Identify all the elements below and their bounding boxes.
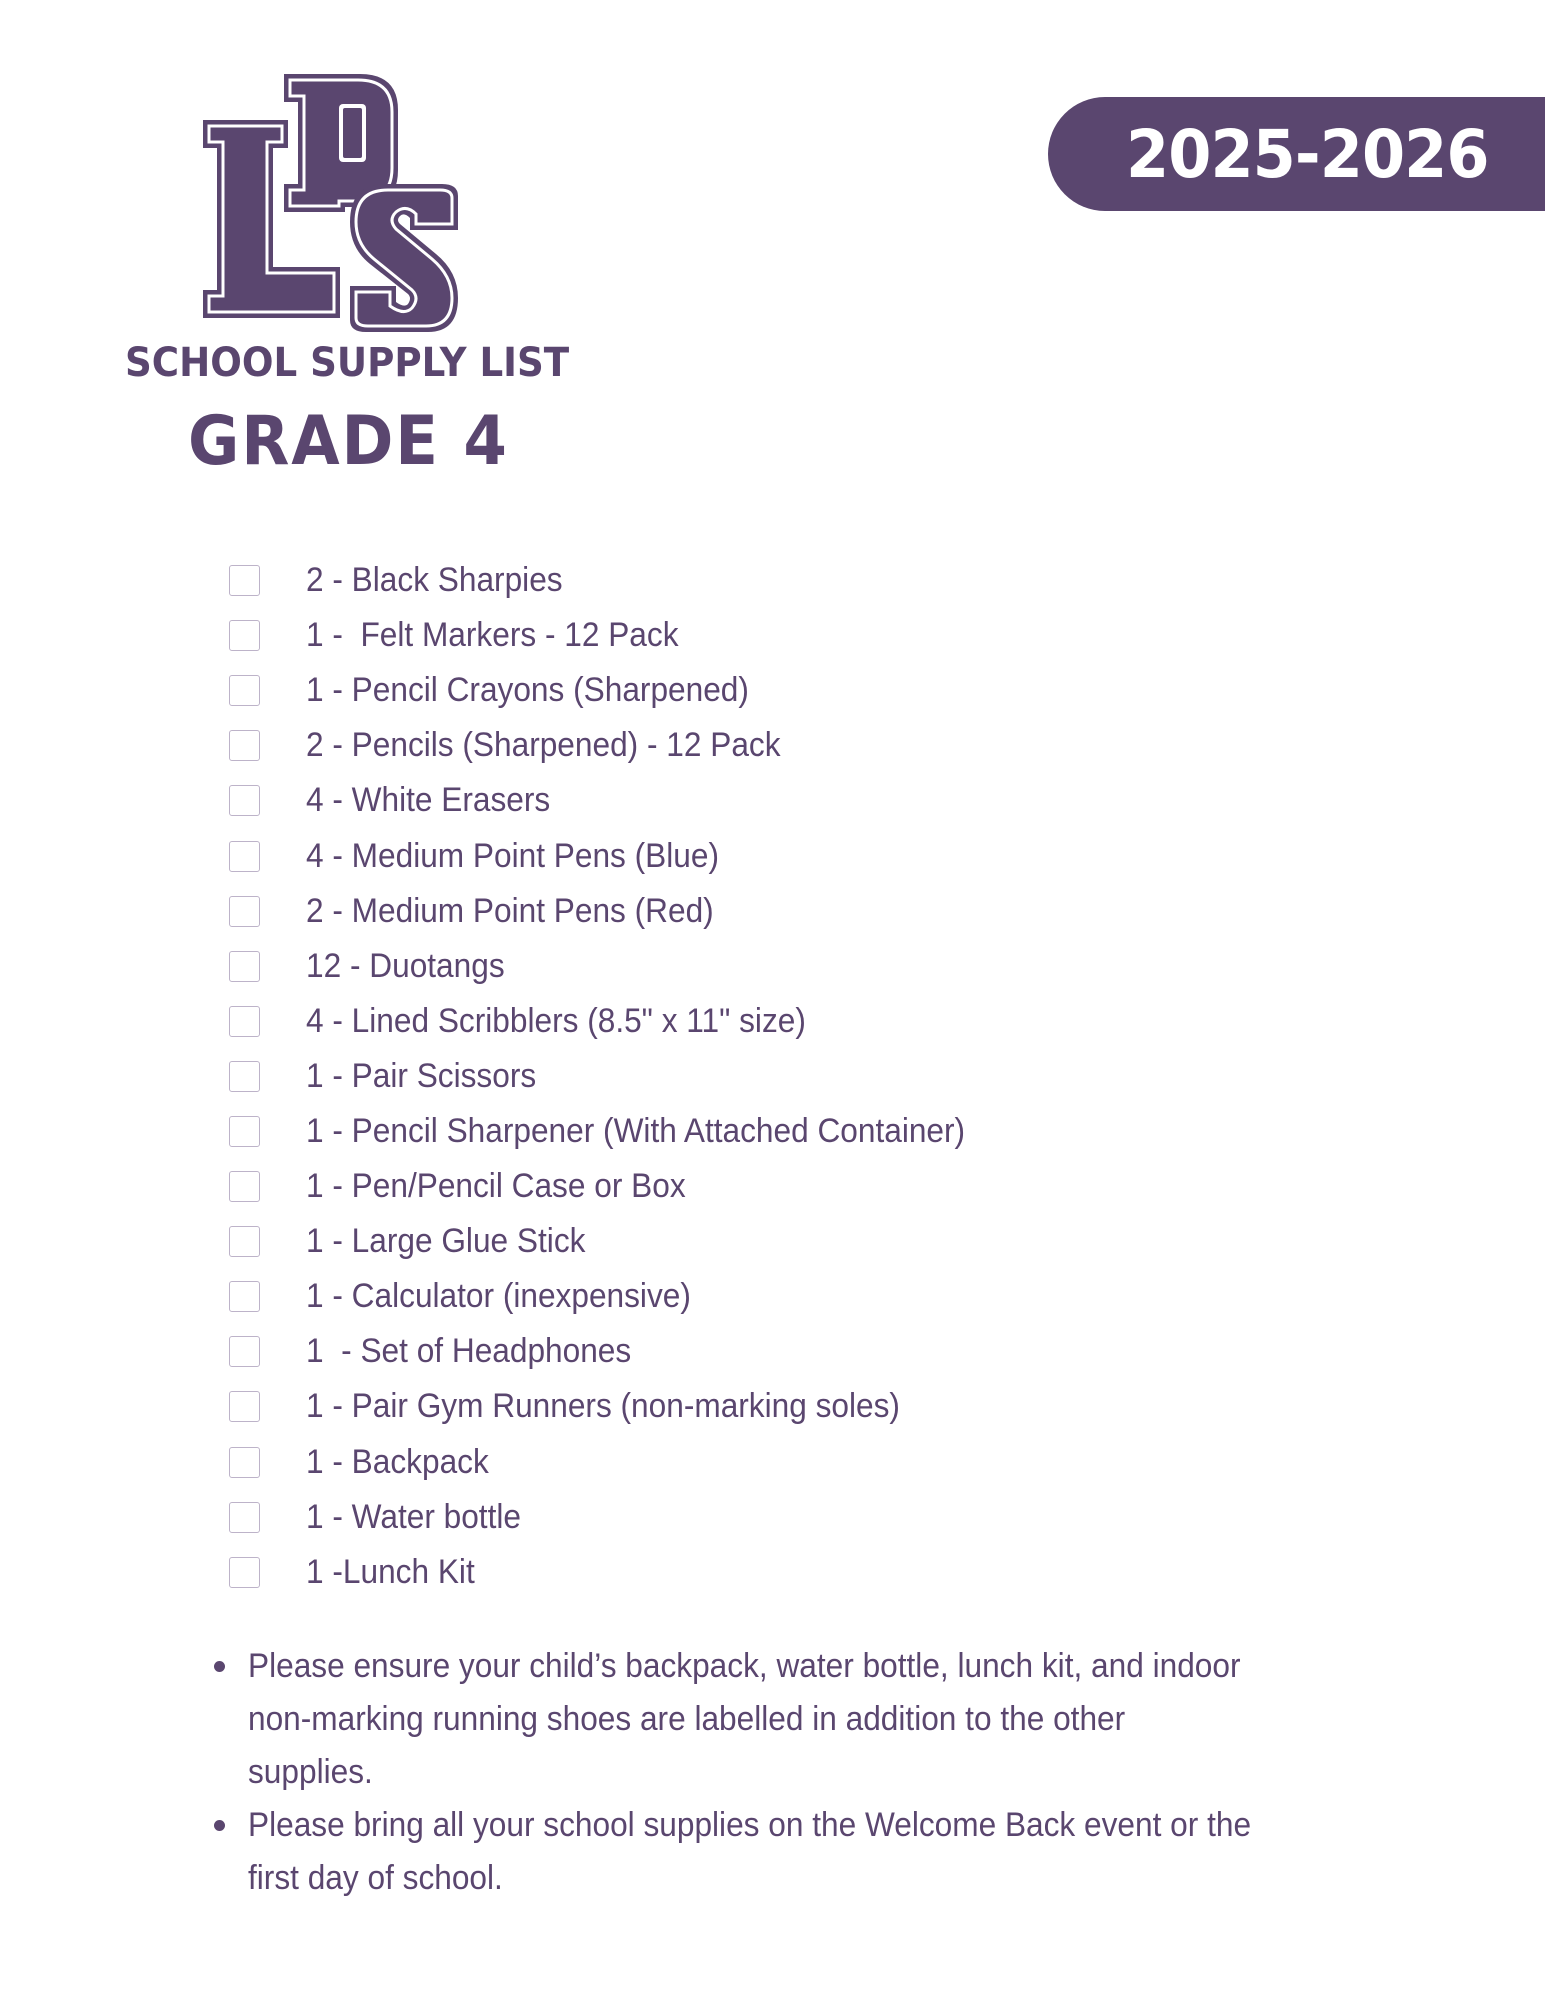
checklist-item-label: 1 - Calculator (inexpensive) bbox=[306, 1277, 691, 1316]
checklist-item-label: 1 - Pair Gym Runners (non-marking soles) bbox=[306, 1387, 900, 1426]
empty-checkbox-icon[interactable] bbox=[229, 1391, 260, 1422]
checklist-item-label: 1 - Pencil Crayons (Sharpened) bbox=[306, 671, 749, 710]
empty-checkbox-icon[interactable] bbox=[229, 1336, 260, 1367]
checklist-item-label: 4 - White Erasers bbox=[306, 781, 551, 820]
empty-checkbox-icon[interactable] bbox=[229, 1447, 260, 1478]
bullet-dot-icon bbox=[214, 1820, 225, 1831]
checklist-item[interactable] bbox=[229, 773, 1015, 828]
checklist-item[interactable] bbox=[229, 718, 1015, 773]
empty-checkbox-icon[interactable] bbox=[229, 1502, 260, 1533]
checklist-item-label: 1 - Water bottle bbox=[306, 1497, 521, 1536]
note-item bbox=[210, 1799, 1360, 1905]
empty-checkbox-icon[interactable] bbox=[229, 841, 260, 872]
checklist-item-label: 1 - Large Glue Stick bbox=[306, 1222, 586, 1261]
note-text: Please bring all your school supplies on the Welcome Back event or the first day of school. bbox=[248, 1806, 1252, 1897]
checklist-item[interactable] bbox=[229, 994, 1015, 1049]
checklist-item[interactable] bbox=[229, 1159, 1015, 1214]
checklist-item-label: 1 - Pair Scissors bbox=[306, 1056, 537, 1095]
empty-checkbox-icon[interactable] bbox=[229, 1557, 260, 1588]
empty-checkbox-icon[interactable] bbox=[229, 730, 260, 761]
empty-checkbox-icon[interactable] bbox=[229, 1116, 260, 1147]
checklist-item[interactable] bbox=[229, 1435, 1015, 1490]
empty-checkbox-icon[interactable] bbox=[229, 1171, 260, 1202]
checklist-item[interactable] bbox=[229, 1214, 1015, 1269]
empty-checkbox-icon[interactable] bbox=[229, 1061, 260, 1092]
checklist-item-label: 2 - Medium Point Pens (Red) bbox=[306, 891, 714, 930]
empty-checkbox-icon[interactable] bbox=[229, 620, 260, 651]
checklist-item[interactable] bbox=[229, 1545, 1015, 1600]
note-item bbox=[210, 1640, 1360, 1799]
school-year-text: 2025-2026 bbox=[1126, 115, 1489, 193]
checklist-item[interactable] bbox=[229, 939, 1015, 994]
checklist-item[interactable] bbox=[229, 1269, 1015, 1324]
checklist-item[interactable] bbox=[229, 553, 1015, 608]
checklist-item[interactable] bbox=[229, 663, 1015, 718]
checklist-item[interactable] bbox=[229, 608, 1015, 663]
note-text: Please ensure your child’s backpack, water bottle, lunch kit, and indoor non-marking running shoes are labelled in addition to the other supplies. bbox=[248, 1647, 1241, 1791]
checklist-item-label: 1 - Pencil Sharpener (With Attached Container) bbox=[306, 1111, 966, 1150]
checklist-item-label: 1 - Pen/Pencil Case or Box bbox=[306, 1167, 686, 1206]
checklist-item-label: 1 - Set of Headphones bbox=[306, 1332, 632, 1371]
checklist-item-label: 2 - Black Sharpies bbox=[306, 561, 563, 600]
document-subtitle: SCHOOL SUPPLY LIST bbox=[125, 340, 570, 386]
empty-checkbox-icon[interactable] bbox=[229, 785, 260, 816]
empty-checkbox-icon[interactable] bbox=[229, 1281, 260, 1312]
empty-checkbox-icon[interactable] bbox=[229, 951, 260, 982]
checklist-item[interactable] bbox=[229, 1379, 1015, 1434]
checklist-item[interactable] bbox=[229, 1324, 1015, 1379]
empty-checkbox-icon[interactable] bbox=[229, 565, 260, 596]
bullet-dot-icon bbox=[214, 1661, 225, 1672]
empty-checkbox-icon[interactable] bbox=[229, 1226, 260, 1257]
empty-checkbox-icon[interactable] bbox=[229, 896, 260, 927]
checklist-item[interactable] bbox=[229, 828, 1015, 883]
empty-checkbox-icon[interactable] bbox=[229, 1006, 260, 1037]
lps-logo bbox=[200, 72, 462, 334]
checklist-item-label: 1 - Backpack bbox=[306, 1442, 489, 1481]
empty-checkbox-icon[interactable] bbox=[229, 675, 260, 706]
checklist-item-label: 12 - Duotangs bbox=[306, 946, 505, 985]
checklist-item-label: 2 - Pencils (Sharpened) - 12 Pack bbox=[306, 726, 781, 765]
checklist-item-label: 1 - Felt Markers - 12 Pack bbox=[306, 616, 679, 655]
checklist-item-label: 1 -Lunch Kit bbox=[306, 1552, 475, 1591]
notes-list bbox=[210, 1640, 1360, 1905]
school-year-badge bbox=[1048, 97, 1545, 211]
checklist-item[interactable] bbox=[229, 1490, 1015, 1545]
checklist-item[interactable] bbox=[229, 1049, 1015, 1104]
checklist-item[interactable] bbox=[229, 884, 1015, 939]
checklist-item-label: 4 - Medium Point Pens (Blue) bbox=[306, 836, 719, 875]
checklist-item-label: 4 - Lined Scribblers (8.5" x 11" size) bbox=[306, 1001, 806, 1040]
checklist-item[interactable] bbox=[229, 1104, 1015, 1159]
grade-heading: GRADE 4 bbox=[188, 402, 509, 481]
supply-checklist bbox=[229, 553, 1015, 1600]
